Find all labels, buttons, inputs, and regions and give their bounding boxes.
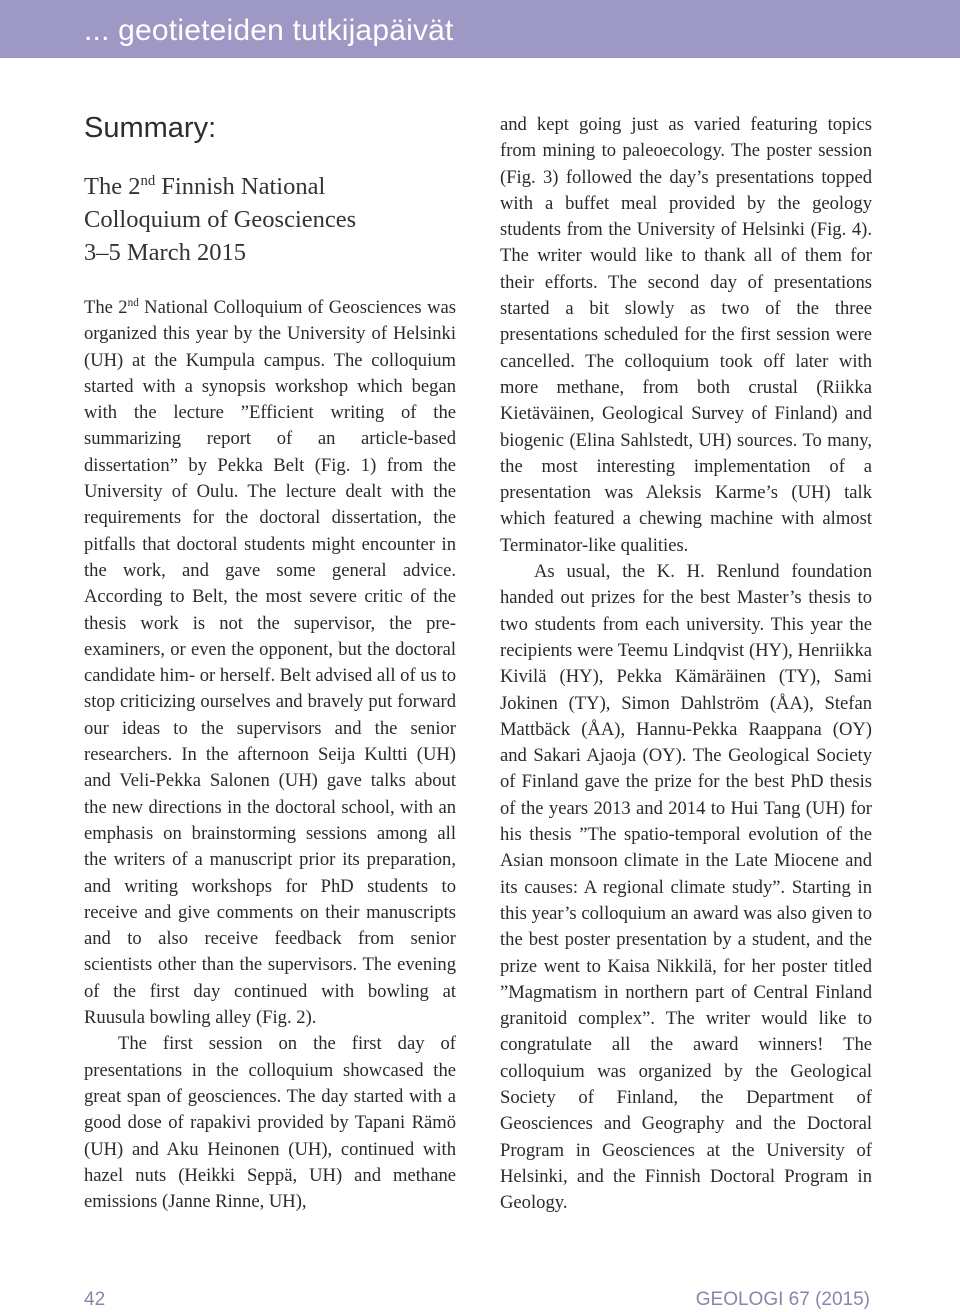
paragraph: The first session on the first day of presentations in the colloquium showcased the great span of geosciences. The day started with a good dose of rapakivi provided by Tapani Rämö (UH) and Aku Heinonen (UH), continued with hazel nuts (Heikki Seppä, UH) and methane emissions (Janne Rinne, UH), <box>84 1033 456 1213</box>
header-title: ... geotieteiden tutkijapäivät <box>84 14 454 47</box>
page-number: 42 <box>84 1289 106 1310</box>
left-column <box>84 295 456 1215</box>
right-column <box>500 112 872 1216</box>
article-title-line-3: 3–5 March 2015 <box>84 239 246 266</box>
article-title-line-2: Colloquium of Geosciences <box>84 206 357 233</box>
article-title-line-1: The 2nd Finnish National <box>84 172 326 200</box>
article-title <box>84 170 464 269</box>
paragraph: As usual, the K. H. Renlund foundation handed out prizes for the best Master’s thesis to two students from each university. This year the recipients were Teemu Lindqvist (HY), Henriikka Kivilä (HY), Pekka Kämäräinen (TY), Sami Jokinen (TY), Simon Dahlström (ÅA), Stefan Mattbäck (ÅA), Hannu-Pekka Raappana (OY) and Sakari Ajaoja (OY). The Geological Society of Finland gave the prize for the best PhD thesis of the years 2013 and 2014 to Hui Tang (UH) for his thesis ”The spatio-temporal evolution of the Asian monsoon climate in the Late Miocene and its causes: A regional climate study”. Starting in this year’s colloquium an award was also given to the best poster presentation by a student, and the prize went to Kaisa Nikkilä, for her poster titled ”Magmatism in northern part of Central Finland granitoid complex”. The writer would like to congratulate all the award winners! The colloquium was organized by the Geological Society of Finland, the Department of Geosciences and Geography and the Doctoral Program in Geosciences at the University of Helsinki, and the Finnish Doctoral Program in Geology. <box>500 561 872 1214</box>
header-band <box>0 0 960 58</box>
paragraph: and kept going just as varied featuring topics from mining to paleoecology. The poster session (Fig. 3) followed the day’s presentations topped with a buffet meal provided by the geology students from the University of Helsinki (Fig. 4). The writer would like to thank all of them for their efforts. The second day of presentations started a bit slowly as two of the three presentations scheduled for the first session were cancelled. The colloquium took off later with more methane, from both crustal (Riikka Kietäväinen, Geological Survey of Finland) and biogenic (Elina Sahlstedt, UH) sources. To many, the most interesting implementation of a presentation was Aleksis Karme’s (UH) talk which featured a chewing machine with almost Terminator-like qualities. <box>500 114 872 556</box>
paragraph: The 2nd National Colloquium of Geosciences was organized this year by the University of Helsinki (UH) at the Kumpula campus. The colloquium started with a synopsis workshop which began with the lecture ”Efficient writing of the summarizing report of an article-based dissertation” by Pekka Belt (Fig. 1) from the University of Oulu. The lecture dealt with the requirements for the doctoral dissertation, the pitfalls that doctoral students might encounter in the work, and gave some general advice. According to Belt, the most severe critic of the thesis work is not the supervisor, the pre-examiners, or even the opponent, but the doctoral candidate him- or herself. Belt advised all of us to stop criticizing ourselves and bravely put forward our ideas to the supervisors and the senior researchers. In the afternoon Seija Kultti (UH) and Veli-Pekka Salonen (UH) gave talks about the new directions in the doctoral school, with an emphasis on brainstorming sessions among all the writers of a manuscript prior its preparation, and writing workshops for PhD students to receive and give comments on their manuscripts and to also receive feedback from senior scientists other than the supervisors. The evening of the first day continued with bowling at Ruusula bowling alley (Fig. 2). <box>84 296 456 1029</box>
journal-footer: GEOLOGI 67 (2015) <box>695 1289 870 1310</box>
summary-heading: Summary: <box>84 112 217 144</box>
